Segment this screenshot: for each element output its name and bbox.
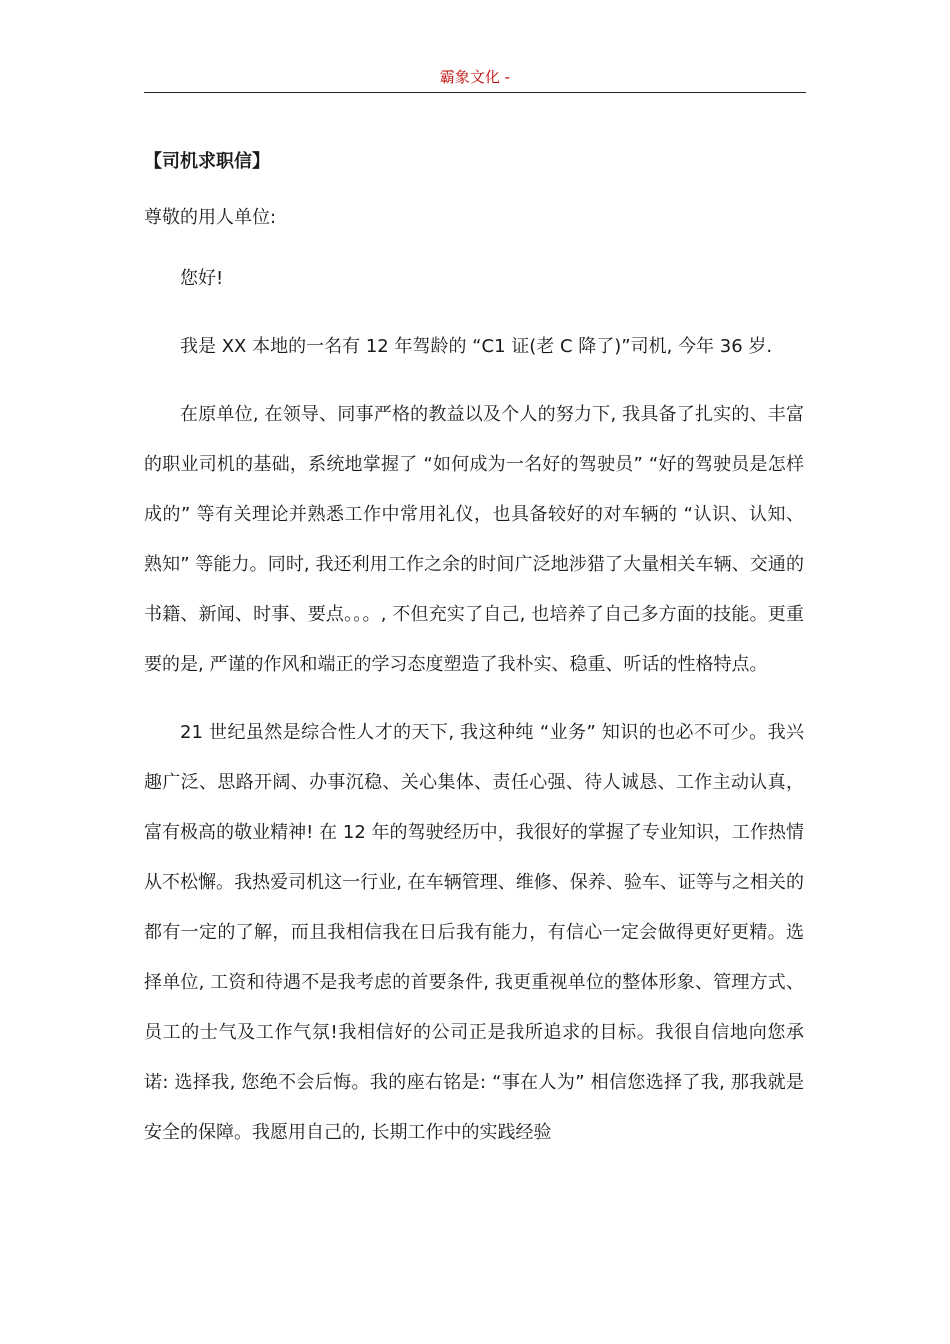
paragraph-introduction: 我是 XX 本地的一名有 12 年驾龄的 “C1 证(老 C 降了)”司机, 今年 36 岁. <box>180 336 773 357</box>
document-body <box>144 140 804 1158</box>
paragraph-greeting: 您好! <box>180 268 224 289</box>
paragraph-experience: 在原单位, 在领导、同事严格的教益以及个人的努力下, 我具备了扎实的、丰富的职业司机的基础，系统地掌握了 “如何成为一名好的驾驶员” “好的驾驶员是怎样成的” 等有关理论并熟悉工作中常用礼仪，也具备较好的对车辆的 “认识、认知、熟知” 等能力。同时, 我还利用工作之余的时间广泛地涉猎了大量相关车辆、交通的书籍、新闻、时事、要点。。。, 不但充实了自己, 也培养了自己多方面的技能。更重要的是, 严谨的作风和端正的学习态度塑造了我朴实、稳重、听话的性格特点。 <box>144 404 804 675</box>
header-title: 霸象文化 - <box>439 68 511 86</box>
salutation: 尊敬的用人单位: <box>144 207 277 228</box>
paragraph-qualities: 21 世纪虽然是综合性人才的天下, 我这种纯 “业务” 知识的也必不可少。我兴趣广泛、思路开阔、办事沉稳、关心集体、责任心强、待人诚恳、工作主动认真，富有极高的敬业精神! 在 12 年的驾驶经历中，我很好的掌握了专业知识，工作热情从不松懈。我热爱司机这一行业, 在车辆管理、维修、保养、验车、证等与之相关的都有一定的了解，而且我相信我在日后我有能力，有信心一定会做得更好更精。选择单位, 工资和待遇不是我考虑的首要条件, 我更重视单位的整体形象、管理方式、员工的士气及工作气氛!我相信好的公司正是我所追求的目标。我很自信地向您承诺: 选择我, 您绝不会后悔。我的座右铭是: “事在人为” 相信您选择了我, 那我就是安全的保障。我愿用自己的, 长期工作中的实践经验 <box>144 722 804 1143</box>
document-title: 【司机求职信】 <box>144 151 270 172</box>
page-header <box>144 66 806 93</box>
